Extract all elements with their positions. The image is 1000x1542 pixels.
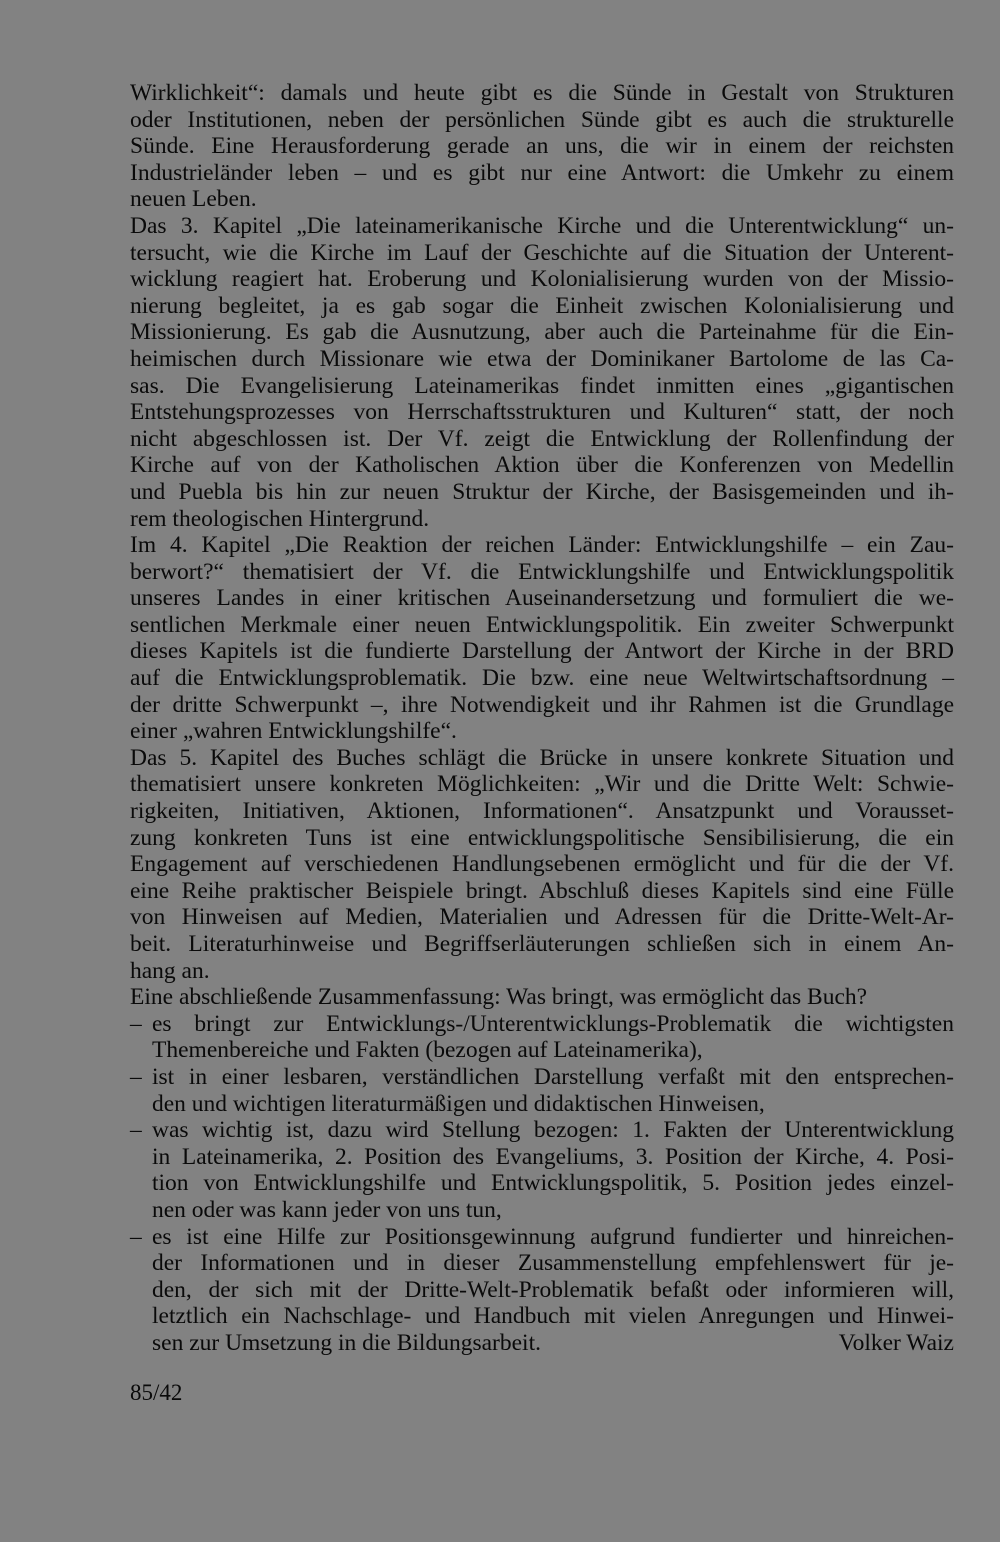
text-line: Das 3. Kapitel „Die lateinamerikanische Kirche und die Unterentwicklung“ un-: [130, 212, 954, 239]
text-line: nierung begleitet, ja es gab sogar die Einheit zwischen Kolonialisierung und: [130, 292, 954, 319]
list-item-line: [130, 1064, 954, 1091]
text-line: oder Institutionen, neben der persönlichen Sünde gibt es auch die strukturelle: [130, 106, 954, 133]
text-line: hang an.: [130, 957, 210, 984]
text-line: beit. Literaturhinweise und Begriffserläuterungen schließen sich in einem An-: [130, 931, 954, 957]
text-line: es ist eine Hilfe zur Positionsgewinnung aufgrund fundierter und hinreichen-: [152, 1223, 954, 1250]
list-item-line: [130, 1277, 954, 1304]
text-line: nicht abgeschlossen ist. Der Vf. zeigt die Entwicklung der Rollenfindung der: [130, 425, 954, 452]
text-line: den, der sich mit der Dritte-Welt-Problematik befaßt oder informieren will,: [152, 1276, 954, 1303]
list-item-line: [130, 1250, 954, 1277]
list-item: [130, 1064, 954, 1117]
dash-bullet: –: [130, 1010, 142, 1037]
text-line: nen oder was kann jeder von uns tun,: [152, 1196, 502, 1223]
list-item-line: [130, 1037, 954, 1064]
text-line: Im 4. Kapitel „Die Reaktion der reichen Länder: Entwicklungshilfe – ein Zau-: [130, 532, 954, 559]
text-line: es bringt zur Entwicklungs-/Unterentwicklungs-Problematik die wichtigsten: [152, 1010, 954, 1037]
list-item-line: [130, 1144, 954, 1171]
list-item-line: [130, 1170, 954, 1197]
text-line: Engagement auf verschiedenen Handlungsebenen ermöglicht und für die der Vf.: [130, 851, 954, 878]
text-line: Das 5. Kapitel des Buches schlägt die Brücke in unsere konkrete Situation und: [130, 744, 954, 771]
text-line: der Informationen und in dieser Zusammenstellung empfehlenswert für je-: [152, 1250, 954, 1277]
text-line: der dritte Schwerpunkt –, ihre Notwendigkeit und ihr Rahmen ist die Grundlage: [130, 691, 954, 718]
text-line: tersucht, wie die Kirche im Lauf der Geschichte auf die Situation der Unterent-: [130, 239, 954, 266]
paragraph-chapter-3: [130, 213, 954, 532]
text-line: berwort?“ thematisiert der Vf. die Entwicklungshilfe und Entwicklungspolitik: [130, 558, 954, 585]
text-line: rem theologischen Hintergrund.: [130, 505, 430, 532]
paragraph-chapter-4: [130, 532, 954, 745]
text-line: und Puebla bis hin zur neuen Struktur der Kirche, der Basisgemeinden und ih-: [130, 478, 954, 505]
text-line: zung konkreten Tuns ist eine entwicklungspolitische Sensibilisierung, die ein: [130, 824, 954, 851]
paragraph-sin-structures: [130, 80, 954, 213]
final-line-with-signature: [152, 1330, 954, 1357]
text-line: ist in einer lesbaren, verständlichen Darstellung verfaßt mit den entsprechen-: [152, 1063, 954, 1090]
dash-bullet: –: [130, 1117, 142, 1144]
review-text-body: [130, 80, 954, 1357]
list-item-line: [130, 1330, 954, 1357]
text-line: letztlich ein Nachschlage- und Handbuch mit vielen Anregungen und Hinwei-: [152, 1303, 954, 1330]
text-line: sentlichen Merkmale einer neuen Entwicklungspolitik. Ein zweiter Schwerpunkt: [130, 611, 954, 638]
text-line: Missionierung. Es gab die Ausnutzung, aber auch die Parteinahme für die Ein-: [130, 319, 954, 346]
list-item-line: [130, 1011, 954, 1038]
text-line: auf die Entwicklungsproblematik. Die bzw. eine neue Weltwirtschaftsordnung –: [130, 665, 954, 692]
page-number: 85/42: [130, 1380, 183, 1405]
text-line: sen zur Umsetzung in die Bildungsarbeit.: [152, 1329, 541, 1356]
text-line: thematisiert unsere konkreten Möglichkeiten: „Wir und die Dritte Welt: Schwie-: [130, 771, 954, 798]
text-line: Wirklichkeit“: damals und heute gibt es die Sünde in Gestalt von Strukturen: [130, 80, 954, 106]
summary-bullet-list: [130, 1011, 954, 1357]
list-item-line: [130, 1224, 954, 1251]
list-item-line: [130, 1303, 954, 1330]
text-line: rigkeiten, Initiativen, Aktionen, Informationen“. Ansatzpunkt und Vorausset-: [130, 798, 954, 825]
text-line: tion von Entwicklungshilfe und Entwicklungspolitik, 5. Position jedes einzel-: [152, 1170, 954, 1197]
text-line: wicklung reagiert hat. Eroberung und Kolonialisierung wurden von der Missio-: [130, 266, 954, 293]
text-line: Kirche auf von der Katholischen Aktion über die Konferenzen von Medellin: [130, 452, 954, 479]
list-item: [130, 1011, 954, 1064]
text-line: sas. Die Evangelisierung Lateinamerikas findet inmitten eines „gigantischen: [130, 372, 954, 399]
list-item-line: [130, 1117, 954, 1144]
text-line: dieses Kapitels ist die fundierte Darstellung der Antwort der Kirche in der BRD: [130, 638, 954, 665]
paragraph-chapter-5: [130, 745, 954, 984]
list-item-line: [130, 1197, 954, 1224]
dash-bullet: –: [130, 1223, 142, 1250]
dash-bullet: –: [130, 1063, 142, 1090]
text-line: in Lateinamerika, 2. Position des Evangeliums, 3. Position der Kirche, 4. Posi-: [152, 1143, 954, 1170]
text-line: Entstehungsprozesses von Herrschaftsstrukturen und Kulturen“ statt, der noch: [130, 399, 954, 426]
text-line: Industrieländer leben – und es gibt nur eine Antwort: die Umkehr zu einem: [130, 159, 954, 186]
text-line: Sünde. Eine Herausforderung gerade an uns, die wir in einem der reichsten: [130, 133, 954, 160]
author-signature: Volker Waiz: [838, 1329, 954, 1356]
text-line: unseres Landes in einer kritischen Auseinandersetzung und formuliert die we-: [130, 585, 954, 612]
paragraph-summary-intro: [130, 984, 954, 1011]
text-line: was wichtig ist, dazu wird Stellung bezogen: 1. Fakten der Unterentwicklung: [152, 1117, 954, 1144]
text-line: einer „wahren Entwicklungshilfe“.: [130, 718, 457, 745]
text-line: Eine abschließende Zusammenfassung: Was bringt, was ermöglicht das Buch?: [130, 984, 868, 1011]
text-line: eine Reihe praktischer Beispiele bringt. Abschluß dieses Kapitels sind eine Fülle: [130, 877, 954, 904]
text-line: von Hinweisen auf Medien, Materialien und Adressen für die Dritte-Welt-Ar-: [130, 904, 954, 931]
text-line: heimischen durch Missionare wie etwa der Dominikaner Bartolome de las Ca-: [130, 345, 954, 372]
list-item: [130, 1117, 954, 1223]
text-line: Themenbereiche und Fakten (bezogen auf Lateinamerika),: [152, 1037, 703, 1064]
list-item-line: [130, 1091, 954, 1118]
list-item: [130, 1224, 954, 1357]
text-line: den und wichtigen literaturmäßigen und didaktischen Hinweisen,: [152, 1090, 765, 1117]
text-line: neuen Leben.: [130, 186, 257, 213]
